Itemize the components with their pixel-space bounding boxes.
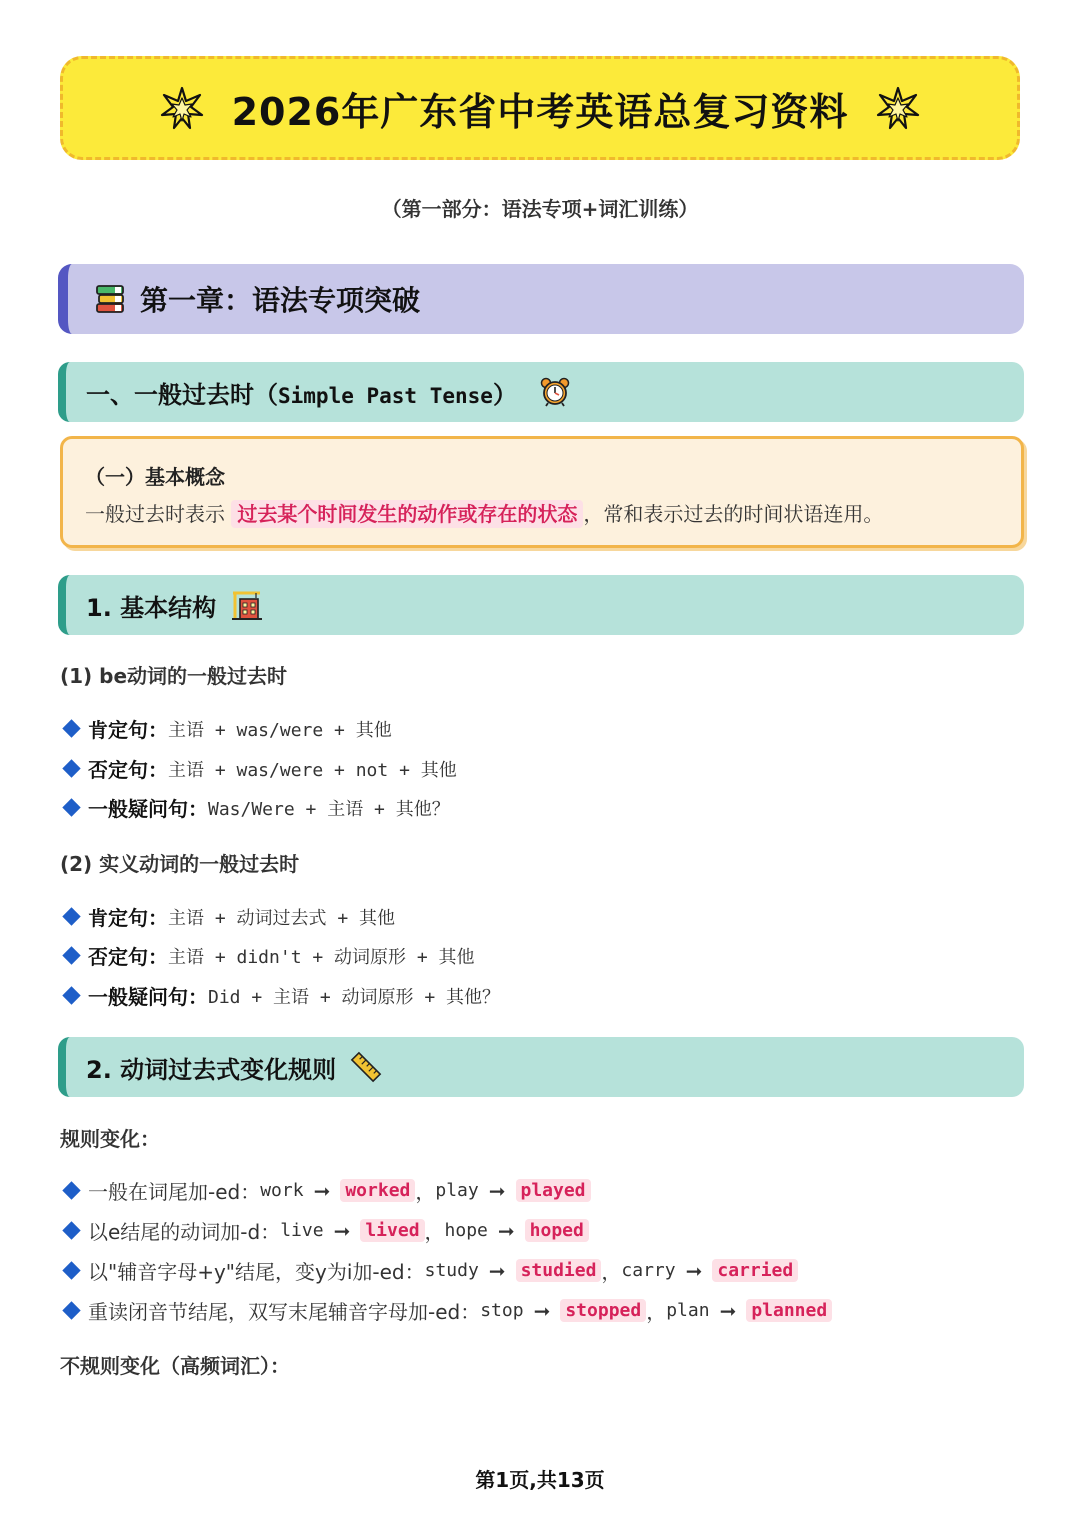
list-item: 否定句： 主语 + didn't + 动词原形 + 其他 xyxy=(60,941,475,970)
section-header-simple-past xyxy=(58,362,1024,422)
diamond-bullet-icon xyxy=(62,1221,80,1239)
diamond-bullet-icon xyxy=(62,798,80,816)
page-number: 第1页,共13页 xyxy=(475,1468,605,1492)
list-item: 重读闭音节结尾，双写末尾辅音字母加-ed： stop ➞ stopped ， plan ➞ planned xyxy=(60,1296,832,1325)
diamond-bullet-icon xyxy=(62,1261,80,1279)
subsection-heading-action-verb: (2) 实义动词的一般过去时 xyxy=(60,852,300,876)
sparkle-star-icon xyxy=(876,86,920,130)
arrow-icon: ➞ xyxy=(685,1258,703,1283)
diamond-bullet-icon xyxy=(62,946,80,964)
alarm-clock-icon xyxy=(539,376,571,408)
arrow-icon: ➞ xyxy=(333,1218,351,1243)
chapter-header xyxy=(58,264,1024,334)
arrow-icon: ➞ xyxy=(313,1178,331,1203)
ruler-icon xyxy=(350,1051,382,1083)
subsection-heading-be-verb: (1) be动词的一般过去时 xyxy=(60,664,288,688)
irregular-changes-heading: 不规则变化（高频词汇）： xyxy=(60,1354,290,1378)
section-title: 一、一般过去时（Simple Past Tense） xyxy=(86,380,517,409)
arrow-icon: ➞ xyxy=(533,1298,551,1323)
books-icon xyxy=(94,283,126,315)
list-item: 肯定句： 主语 + 动词过去式 + 其他 xyxy=(60,902,395,931)
diamond-bullet-icon xyxy=(62,719,80,737)
concept-title: （一）基本概念 xyxy=(85,465,225,489)
list-item: 一般疑问句： Did + 主语 + 动词原形 + 其他？ xyxy=(60,981,500,1010)
arrow-icon: ➞ xyxy=(488,1258,506,1283)
section-title: 1. 基本结构 xyxy=(86,593,217,622)
section-title: 2. 动词过去式变化规则 xyxy=(86,1055,337,1084)
diamond-bullet-icon xyxy=(62,986,80,1004)
arrow-icon: ➞ xyxy=(719,1298,737,1323)
title-banner xyxy=(60,56,1020,160)
section-header-basic-structure xyxy=(58,575,1024,635)
section-header-past-tense-rules xyxy=(58,1037,1024,1097)
regular-changes-heading: 规则变化： xyxy=(60,1127,160,1151)
diamond-bullet-icon xyxy=(62,907,80,925)
diamond-bullet-icon xyxy=(62,1301,80,1319)
diamond-bullet-icon xyxy=(62,1181,80,1199)
page-title: 2026年广东省中考英语总复习资料 xyxy=(231,89,849,134)
list-item: 以e结尾的动词加-d： live ➞ lived ， hope ➞ hoped xyxy=(60,1216,589,1245)
arrow-icon: ➞ xyxy=(488,1178,506,1203)
sparkle-star-icon xyxy=(160,86,204,130)
list-item: 一般在词尾加-ed： work ➞ worked ， play ➞ played xyxy=(60,1176,591,1205)
concept-definition: 一般过去时表示 过去某个时间发生的动作或存在的状态 ，常和表示过去的时间状语连用。 xyxy=(85,502,884,526)
page-subtitle: （第一部分：语法专项+词汇训练） xyxy=(381,197,699,221)
chapter-title: 第一章：语法专项突破 xyxy=(140,284,421,317)
concept-highlight: 过去某个时间发生的动作或存在的状态 xyxy=(231,500,583,528)
list-item: 否定句： 主语 + was/were + not + 其他 xyxy=(60,754,457,783)
building-crane-icon xyxy=(230,589,264,621)
list-item: 一般疑问句： Was/Were + 主语 + 其他？ xyxy=(60,793,450,822)
list-item: 肯定句： 主语 + was/were + 其他 xyxy=(60,714,392,743)
arrow-icon: ➞ xyxy=(497,1218,515,1243)
concept-box xyxy=(60,436,1024,548)
diamond-bullet-icon xyxy=(62,759,80,777)
list-item: 以"辅音字母+y"结尾，变y为i加-ed： study ➞ studied ， carry ➞ carried xyxy=(60,1256,798,1285)
